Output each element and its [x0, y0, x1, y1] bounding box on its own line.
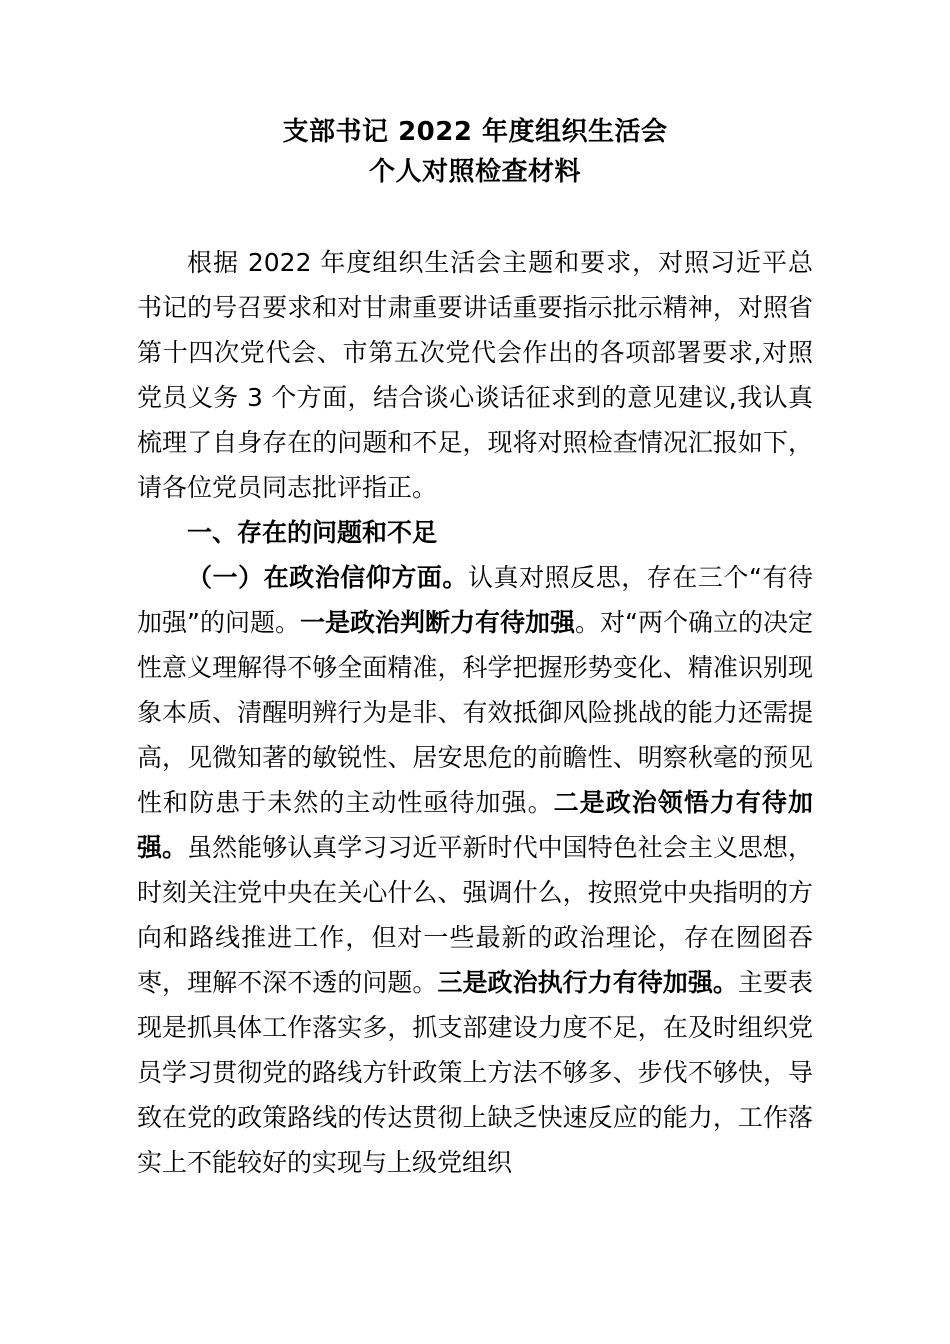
point-2-title: 二是政治领悟力有待加强。 [137, 788, 813, 862]
section-heading-problems: 一、存在的问题和不足 [187, 518, 438, 547]
title-line-1: 支部书记 2022 年度组织生活会 [282, 117, 668, 147]
document-body [137, 240, 813, 1185]
subsection-heading: （一）在政治信仰方面。 [187, 563, 468, 592]
point-3-title: 三是政治执行力有待加强。 [437, 968, 738, 997]
subsection-lead-text: 认真对照反思，存在三个“有待加强”的问题。 [137, 563, 813, 637]
subsection-political-belief [137, 555, 813, 1185]
point-2-text: 虽然能够认真学习习近平新时代中国特色社会主义思想，时刻关注党中央在关心什么、强调什么，按照党中央指明的方向和路线推进工作，但对一些最新的政治理论，存在囫囵吞枣，理解不深不透的问题。 [137, 833, 813, 997]
point-1-title: 一是政治判断力有待加强 [299, 608, 576, 637]
document-title [0, 112, 950, 192]
point-1-text: 。对“两个确立的决定性意义理解得不够全面精准，科学把握形势变化、精准识别现象本质、清醒明辨行为是非、有效抵御风险挑战的能力还需提高，见微知著的敏锐性、居安思危的前瞻性、明察秋毫的预见性和防患于未然的主动性亟待加强。 [137, 608, 814, 817]
title-line-2: 个人对照检查材料 [368, 157, 581, 187]
intro-paragraph: 根据 2022 年度组织生活会主题和要求，对照习近平总书记的号召要求和对甘肃重要讲话重要指示批示精神，对照省第十四次党代会、市第五次党代会作出的各项部署要求,对照党员义务 3 个方面，结合谈心谈话征求到的意见建议,我认真梳理了自身存在的问题和不足，现将对照检查情况汇报如下，请各位党员同志批评指正。 [137, 248, 813, 502]
point-3-text: 主要表现是抓具体工作落实多，抓支部建设力度不足，在及时组织党员学习贯彻党的路线方针政策上方法不够多、步伐不够快，导致在党的政策路线的传达贯彻上缺乏快速反应的能力，工作落实上不能较好的实现与上级党组织 [137, 968, 813, 1177]
